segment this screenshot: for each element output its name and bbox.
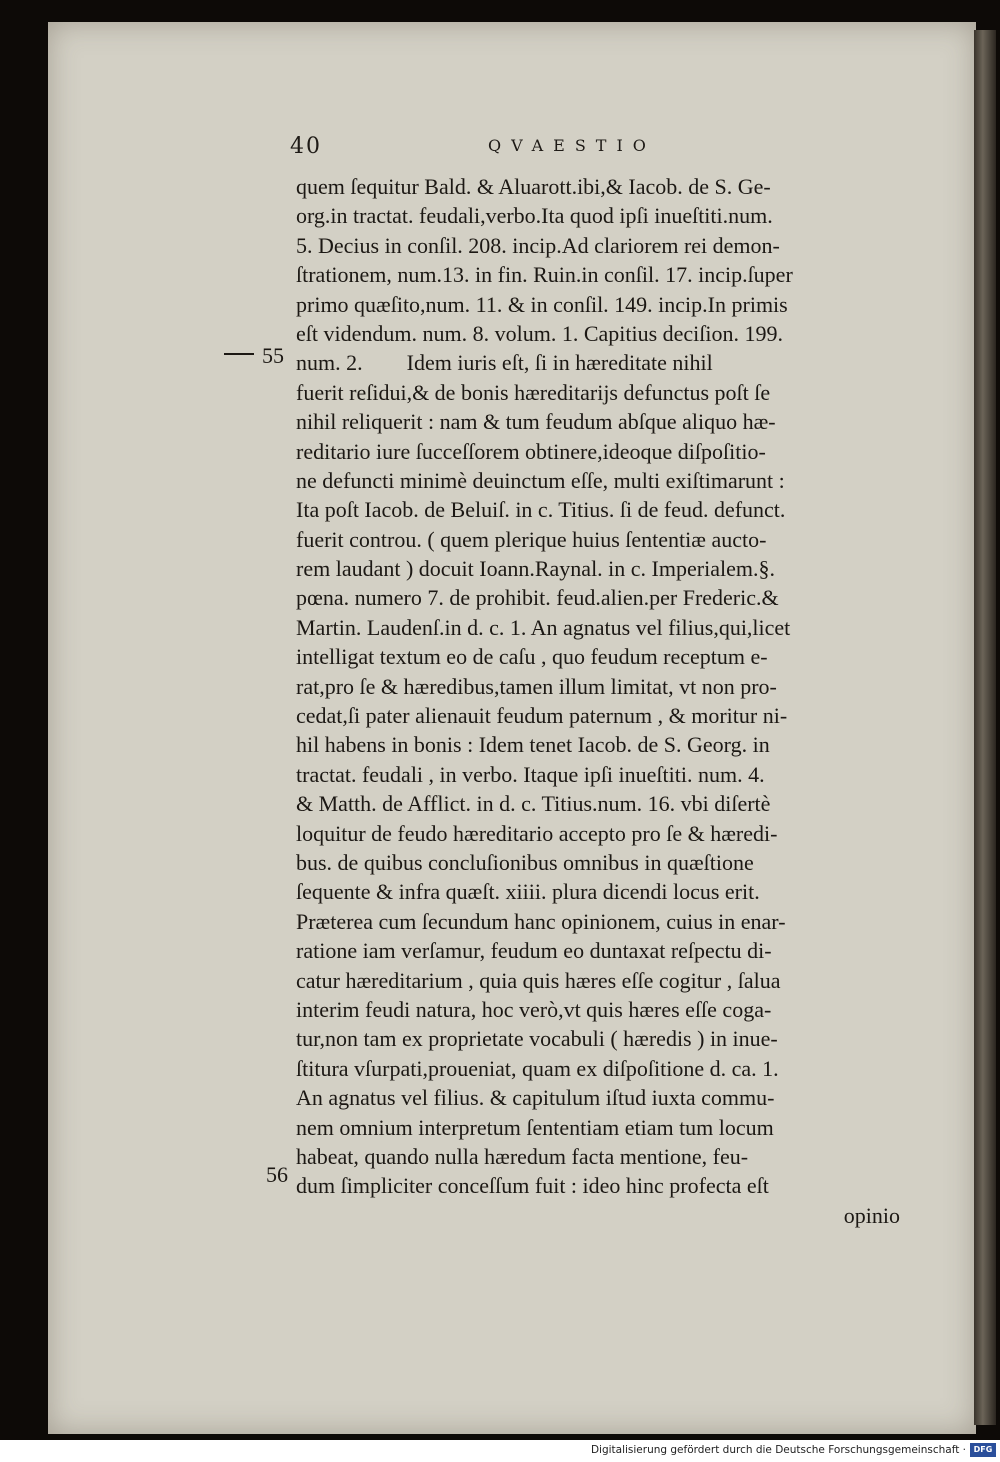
text-line: dum ſimpliciter conceſſum fuit : ideo hinc profecta eſt (296, 1173, 769, 1199)
text-line: tur,non tam ex proprietate vocabuli ( hæredis ) in inue- (296, 1026, 778, 1052)
text-line: nem omnium interpretum ſententiam etiam tum locum (296, 1114, 774, 1140)
margin-note-55: 55 (262, 343, 284, 368)
text-line: 5. Decius in conſil. 208. incip.Ad clariorem rei demon- (296, 232, 780, 258)
page-edge (974, 30, 996, 1425)
text-line: ſtrationem, num.13. in fin. Ruin.in conſil. 17. incip.ſuper (296, 262, 793, 288)
text-line: pœna. numero 7. de prohibit. feud.alien.per Frederic.& (296, 585, 779, 611)
text-line: Ita poſt Iacob. de Beluiſ. in c. Titius. ſi de feud. defunct. (296, 497, 786, 523)
page-number: 40 (290, 134, 322, 159)
margin-dash-mark (224, 353, 254, 355)
text-line: ne defuncti minimè deuinctum eſſe, multi exiſtimarunt : (296, 467, 785, 493)
text-line: catur hæreditarium , quia quis hæres eſſe cogitur , ſalua (296, 967, 781, 993)
text-line: hil habens in bonis : Idem tenet Iacob. de S. Georg. in (296, 732, 770, 758)
text-line: tractat. feudali , in verbo. Itaque ipſi inueſtiti. num. 4. (296, 761, 765, 787)
text-line: habeat, quando nulla hæredum facta mentione, feu- (296, 1143, 749, 1169)
margin-note-56: 56 (266, 1162, 288, 1187)
text-line: fuerit reſidui,& de bonis hæreditarijs defunctus poſt ſe (296, 379, 771, 405)
page-header (0, 128, 1000, 168)
text-line: An agnatus vel filius. & capitulum iſtud iuxta commu- (296, 1085, 775, 1111)
text-line: cedat,ſi pater alienauit feudum paternum , & moritur ni- (296, 703, 788, 729)
text-line: Præterea cum ſecundum hanc opinionem, cuius in enar- (296, 908, 786, 934)
text-line: org.in tractat. feudali,verbo.Ita quod ipſi inueſtiti.num. (296, 203, 773, 229)
text-line: loquitur de feudo hæreditario accepto pro ſe & hæredi- (296, 820, 778, 846)
text-line: rat,pro ſe & hæredibus,tamen illum limitat, vt non pro- (296, 673, 777, 699)
funding-credit: Digitalisierung gefördert durch die Deutsche Forschungsgemeinschaft · (590, 1444, 966, 1456)
text-line: rem laudant ) docuit Ioann.Raynal. in c. Imperialem.§. (296, 556, 775, 582)
text-line: interim feudi natura, hoc verò,vt quis hæres eſſe coga- (296, 996, 772, 1022)
text-line: reditario iure ſucceſſorem obtinere,ideoque diſpoſitio- (296, 438, 766, 464)
text-line: fuerit controu. ( quem plerique huius ſententiæ aucto- (296, 526, 767, 552)
catchword: opinio (843, 1202, 900, 1228)
text-line: nihil reliquerit : nam & tum feudum abſque aliquo hæ- (296, 409, 776, 435)
text-line: ſequente & infra quæſt. xiiii. plura dicendi locus erit. (296, 879, 760, 905)
text-line: intelligat textum eo de caſu , quo feudum receptum e- (296, 644, 768, 670)
text-line: bus. de quibus concluſionibus omnibus in quæſtione (296, 849, 754, 875)
text-line: ratione iam verſamur, feudum eo duntaxat reſpectu di- (296, 938, 772, 964)
text-line: eſt videndum. num. 8. volum. 1. Capitius deciſion. 199. (296, 320, 784, 346)
text-line: & Matth. de Afflict. in d. c. Titius.num. 16. vbi diſertè (296, 791, 771, 817)
text-line: quem ſequitur Bald. & Aluarott.ibi,& Iacob. de S. Ge- (296, 174, 771, 199)
text-line: ſtitura vſurpati,proueniat, quam ex diſpoſitione d. ca. 1. (296, 1055, 779, 1081)
text-line: Martin. Laudenſ.in d. c. 1. An agnatus vel filius,qui,licet (296, 614, 791, 640)
footer-bar (0, 1440, 1000, 1462)
running-head: QVAESTIO (488, 136, 656, 155)
dfg-logo: DFG (970, 1443, 996, 1457)
text-line: num. 2. Idem iuris eſt, ſi in hæreditate nihil (296, 350, 713, 376)
body-text (296, 172, 900, 1230)
text-line: primo quæſito,num. 11. & in conſil. 149. incip.In primis (296, 291, 788, 317)
